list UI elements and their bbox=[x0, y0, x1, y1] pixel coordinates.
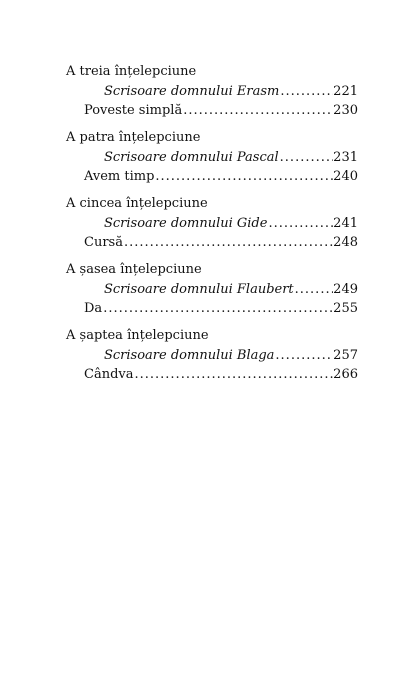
entry-title: Scrisoare domnului Gide bbox=[104, 216, 268, 231]
toc-entry[interactable] bbox=[104, 214, 358, 233]
entry-title: Scrisoare domnului Blaga bbox=[104, 348, 275, 363]
page-number: 248 bbox=[333, 235, 358, 250]
dot-leader bbox=[182, 101, 333, 120]
toc-entry[interactable] bbox=[104, 346, 358, 365]
page-number: 240 bbox=[333, 169, 358, 184]
entry-title: Cândva bbox=[84, 367, 134, 382]
toc-entry[interactable] bbox=[104, 148, 358, 167]
toc-entry[interactable] bbox=[84, 299, 358, 318]
entry-title: Cursă bbox=[84, 235, 123, 250]
toc-entry[interactable] bbox=[104, 280, 358, 299]
entry-title: Scrisoare domnului Pascal bbox=[104, 150, 279, 165]
toc-entry[interactable] bbox=[84, 167, 358, 186]
dot-leader bbox=[279, 82, 333, 101]
table-of-contents bbox=[66, 62, 358, 392]
section-heading: A șasea înțelepciune bbox=[66, 262, 202, 277]
dot-leader bbox=[154, 167, 333, 186]
dot-leader bbox=[279, 148, 334, 167]
toc-entry[interactable] bbox=[84, 365, 358, 384]
page-number: 241 bbox=[333, 216, 358, 231]
page-number: 249 bbox=[333, 282, 358, 297]
page-number: 257 bbox=[333, 348, 358, 363]
page-number: 255 bbox=[333, 301, 358, 316]
section-heading: A treia înțelepciune bbox=[66, 64, 197, 79]
page-number: 231 bbox=[333, 150, 358, 165]
toc-entry[interactable] bbox=[84, 233, 358, 252]
page-number: 230 bbox=[333, 103, 358, 118]
section-heading: A șaptea înțelepciune bbox=[66, 328, 209, 343]
toc-entry[interactable] bbox=[104, 82, 358, 101]
entry-title: Poveste simplă bbox=[84, 103, 183, 118]
toc-section bbox=[66, 260, 358, 318]
entry-title: Avem timp bbox=[84, 169, 155, 184]
toc-section bbox=[66, 194, 358, 252]
dot-leader bbox=[294, 280, 334, 299]
section-heading: A cincea înțelepciune bbox=[66, 196, 208, 211]
dot-leader bbox=[123, 233, 333, 252]
toc-entry[interactable] bbox=[84, 101, 358, 120]
entry-title: Da bbox=[84, 301, 103, 316]
entry-title: Scrisoare domnului Flaubert bbox=[104, 282, 294, 297]
dot-leader bbox=[267, 214, 333, 233]
page-number: 221 bbox=[333, 84, 358, 99]
toc-section bbox=[66, 62, 358, 120]
entry-title: Scrisoare domnului Erasm bbox=[104, 84, 280, 99]
dot-leader bbox=[134, 365, 334, 384]
page-number: 266 bbox=[333, 367, 358, 382]
dot-leader bbox=[102, 299, 333, 318]
toc-section bbox=[66, 128, 358, 186]
toc-section bbox=[66, 326, 358, 384]
section-heading: A patra înțelepciune bbox=[66, 130, 201, 145]
dot-leader bbox=[274, 346, 333, 365]
